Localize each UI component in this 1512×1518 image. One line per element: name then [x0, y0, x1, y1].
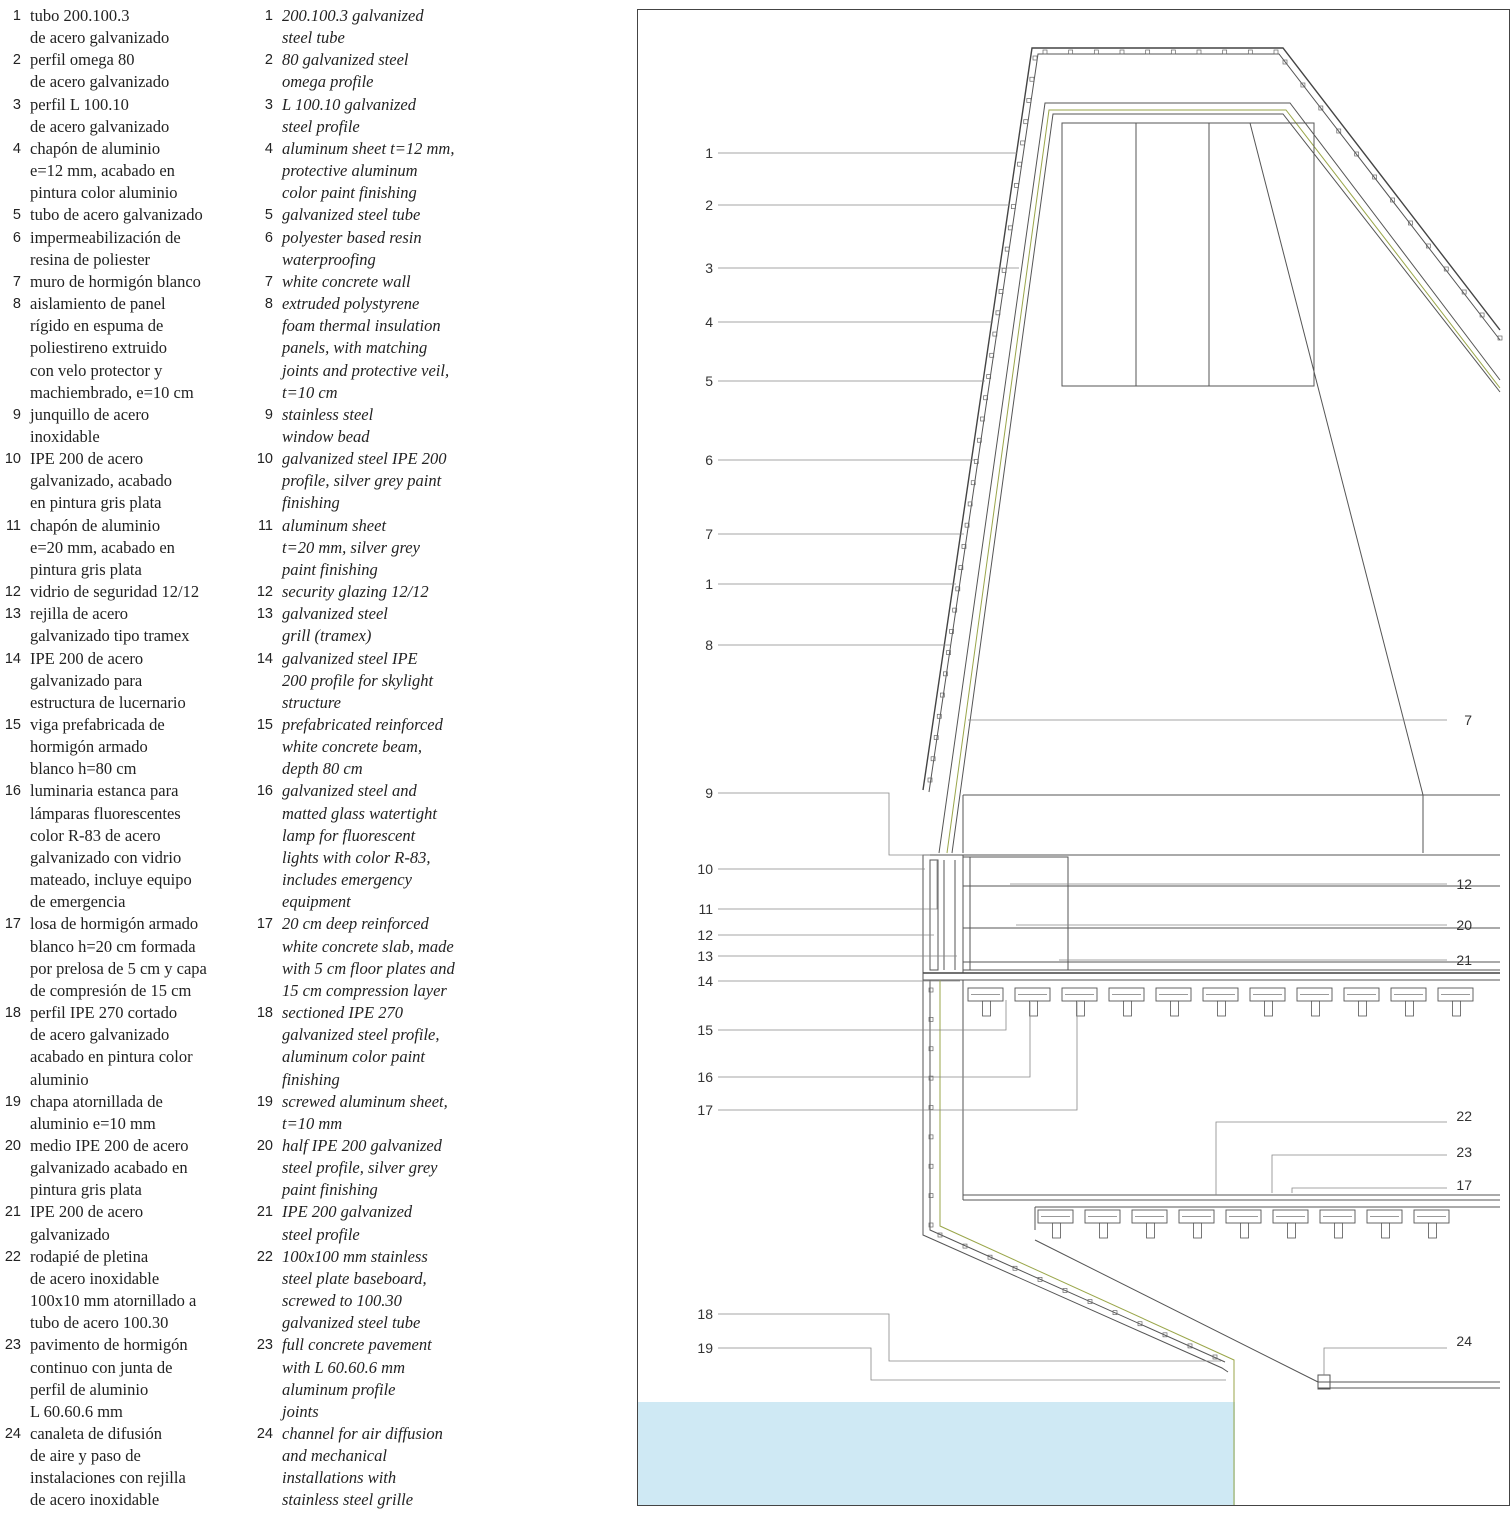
callout-number: 14 — [697, 973, 713, 989]
callout-number: 24 — [1456, 1333, 1472, 1349]
legend-number: 24 — [256, 1426, 273, 1442]
legend-text: tubo de acero galvanizado — [30, 205, 203, 225]
legend-text: screwed to 100.30 — [282, 1291, 402, 1311]
legend-text: steel profile — [282, 116, 360, 136]
water-area — [638, 1402, 1235, 1505]
legend-number: 10 — [256, 451, 273, 468]
legend-text: color paint finishing — [282, 183, 417, 203]
callout-number: 10 — [697, 861, 713, 877]
legend-text: security glazing 12/12 — [282, 582, 429, 602]
legend-text: galvanized steel tube — [282, 205, 421, 225]
legend-number: 6 — [12, 229, 21, 246]
beam-stem — [1077, 1001, 1085, 1016]
legend-text: grill (tramex) — [282, 626, 372, 646]
legend-text: 200 profile for skylight — [282, 670, 434, 690]
legend-text: t=10 cm — [282, 382, 338, 402]
legend-text: galvanized steel IPE — [282, 648, 418, 668]
fastener-mark — [1043, 50, 1047, 54]
callout-number: 23 — [1456, 1144, 1472, 1160]
legend-text: t=10 mm — [282, 1113, 343, 1133]
fastener-mark — [1024, 120, 1028, 124]
legend-text: galvanized steel IPE 200 — [282, 449, 447, 469]
prefabricated-beams-lower — [1038, 1210, 1449, 1238]
legend-text: profile, silver grey paint — [282, 471, 442, 491]
legend-text: rodapié de pletina — [30, 1246, 149, 1266]
legend-text: prefabricated reinforced — [282, 715, 443, 734]
legend-text: perfil L 100.10 — [30, 94, 129, 114]
callout-number: 11 — [698, 901, 713, 917]
legend-text: half IPE 200 galvanized — [282, 1135, 442, 1155]
callout-number: 8 — [705, 637, 713, 653]
callout-numbers-right — [1456, 712, 1472, 1349]
prefabricated-beams-upper — [968, 988, 1473, 1016]
legend-text: e=20 mm, acabado en — [30, 537, 175, 557]
callout-number: 20 — [1456, 917, 1472, 933]
legend-text: de acero galvanizado — [30, 1025, 170, 1045]
fastener-mark — [1030, 77, 1034, 81]
legend-number: 21 — [4, 1204, 21, 1221]
legend-text: instalaciones con rejilla — [30, 1468, 186, 1488]
legend-text: galvanizado acabado en — [30, 1158, 188, 1178]
callout-number: 17 — [1456, 1177, 1472, 1193]
legend-text: lamp for fluorescent — [282, 825, 416, 845]
callout-number: 22 — [1456, 1108, 1472, 1124]
legend-number: 15 — [4, 717, 21, 733]
legend-text: chapón de aluminio — [30, 515, 161, 535]
legend-text: e=12 mm, acabado en — [30, 161, 175, 181]
legend-text: rejilla de acero — [30, 604, 129, 624]
legend-number: 21 — [256, 1204, 273, 1221]
legend-text: steel plate baseboard, — [282, 1268, 427, 1288]
legend-text: stainless steel grille — [282, 1490, 414, 1510]
legend-text: steel profile — [282, 1224, 360, 1244]
legend-text: galvanizado — [30, 1224, 110, 1244]
fastener-mark — [1018, 162, 1022, 166]
legend-number: 16 — [4, 783, 21, 800]
legend-text: canaleta de difusión — [30, 1424, 162, 1443]
legend-text: omega profile — [282, 72, 374, 92]
legend-text: 200.100.3 galvanized — [282, 6, 424, 25]
fastener-mark — [1171, 50, 1175, 54]
legend-text: sectioned IPE 270 — [282, 1003, 403, 1023]
legend-text: structure — [282, 692, 341, 712]
legend-text: white concrete beam, — [282, 737, 423, 757]
legend-text: galvanizado tipo tramex — [30, 626, 190, 646]
callout-number: 6 — [705, 452, 713, 468]
legend-number: 14 — [256, 650, 273, 667]
legend-text: galvanizado para — [30, 670, 143, 690]
legend-text: full concrete pavement — [282, 1335, 432, 1355]
legend-text: chapón de aluminio — [30, 138, 161, 158]
legend-number: 2 — [264, 52, 273, 69]
legend-number: 17 — [256, 916, 273, 933]
legend-number: 13 — [256, 606, 273, 623]
legend-text: junquillo de acero — [30, 404, 150, 424]
legend-text: channel for air diffusion — [282, 1424, 443, 1443]
legend-text: de acero galvanizado — [30, 28, 170, 48]
legend-text: poliestireno extruido — [30, 338, 168, 358]
legend-text: pintura gris plata — [30, 1180, 142, 1200]
callout-numbers-left — [697, 145, 713, 1356]
callout-number: 19 — [697, 1340, 713, 1356]
legend-text: finishing — [282, 1069, 340, 1089]
legend-text: panels, with matching — [282, 338, 428, 358]
drawing-frame — [638, 10, 1510, 1506]
legend-text: galvanized steel — [282, 604, 388, 624]
legend-text: aluminum profile — [282, 1379, 396, 1399]
legend-text: steel profile, silver grey — [282, 1158, 438, 1178]
legend-text: en pintura gris plata — [30, 493, 162, 513]
callout-number: 17 — [697, 1102, 713, 1118]
callout-number: 2 — [705, 197, 713, 213]
legend-text: protective aluminum — [282, 161, 418, 181]
legend-text: de acero galvanizado — [30, 116, 170, 136]
legend-number: 20 — [256, 1137, 273, 1154]
legend-number: 1 — [264, 8, 273, 24]
legend-text: rígido en espuma de — [30, 316, 164, 336]
beam-stem — [1218, 1001, 1226, 1016]
legend-text: 80 galvanized steel — [282, 50, 409, 70]
legend-text: perfil de aluminio — [30, 1379, 149, 1399]
legend-number: 19 — [256, 1093, 273, 1110]
beam-stem — [1335, 1223, 1343, 1238]
legend-number: 18 — [4, 1005, 21, 1022]
fastener-mark — [1248, 50, 1252, 54]
legend-text: with 5 cm floor plates and — [282, 958, 455, 978]
beam-stem — [1241, 1223, 1249, 1238]
beam-stem — [1053, 1223, 1061, 1238]
legend-text: resina de poliester — [30, 249, 151, 269]
legend-text: de acero galvanizado — [30, 72, 170, 92]
legend-text: white concrete wall — [282, 271, 411, 291]
legend-text: machiembrado, e=10 cm — [30, 382, 194, 402]
legend-text: lámparas fluorescentes — [30, 803, 181, 823]
legend-number: 20 — [4, 1137, 21, 1154]
legend-text: joints — [282, 1401, 319, 1421]
legend-text: with L 60.60.6 mm — [282, 1357, 406, 1377]
legend-text: pintura color aluminio — [30, 183, 178, 203]
legend-text: hormigón armado — [30, 737, 148, 757]
legend-number: 4 — [12, 140, 21, 157]
callout-number: 7 — [705, 526, 713, 542]
legend-text: installations with — [282, 1468, 397, 1488]
legend-text: steel tube — [282, 28, 345, 48]
legend-text: aluminio — [30, 1069, 89, 1089]
legend-number: 3 — [12, 96, 21, 113]
beam-stem — [1429, 1223, 1437, 1238]
legend-text: matted glass watertight — [282, 803, 437, 823]
legend-number: 22 — [256, 1248, 273, 1265]
callout-number: 3 — [705, 260, 713, 276]
legend-text: viga prefabricada de — [30, 715, 165, 734]
legend-text: pavimento de hormigón — [30, 1335, 188, 1355]
legend-text: continuo con junta de — [30, 1357, 173, 1377]
legend-text: 15 cm compression layer — [282, 980, 447, 1000]
callout-number: 12 — [697, 927, 713, 943]
legend-number: 7 — [12, 273, 21, 290]
legend-number: 23 — [4, 1337, 21, 1354]
legend-number: 9 — [12, 406, 21, 423]
legend-text: joints and protective veil, — [282, 360, 450, 380]
legend-text: de emergencia — [30, 892, 126, 912]
legend-number: 16 — [256, 783, 273, 800]
fastener-mark — [1021, 141, 1025, 145]
legend-number: 8 — [264, 296, 273, 313]
beam-stem — [1359, 1001, 1367, 1016]
callout-number: 18 — [697, 1306, 713, 1322]
legend-text: IPE 200 de acero — [30, 449, 144, 469]
legend-text: paint finishing — [282, 559, 378, 579]
legend-text: IPE 200 de acero — [30, 648, 144, 668]
legend-text: t=20 mm, silver grey — [282, 537, 420, 557]
callout-number: 1 — [705, 576, 713, 592]
legend-number: 23 — [256, 1337, 273, 1354]
legend-text: medio IPE 200 de acero — [30, 1135, 189, 1155]
legend-number: 13 — [4, 606, 21, 623]
fastener-mark — [1120, 50, 1124, 54]
beam-stem — [1288, 1223, 1296, 1238]
callout-number: 1 — [705, 145, 713, 161]
legend-text: vidrio de seguridad 12/12 — [30, 582, 200, 602]
legend-number: 19 — [4, 1093, 21, 1110]
legend-text: and mechanical — [282, 1446, 387, 1466]
legend-number: 2 — [12, 52, 21, 69]
callout-number: 15 — [697, 1022, 713, 1038]
fastener-mark — [1094, 50, 1098, 54]
legend-text: foam thermal insulation — [282, 316, 441, 336]
legend-text: depth 80 cm — [282, 759, 363, 779]
legend-text: acabado en pintura color — [30, 1047, 193, 1067]
legend-number: 11 — [257, 517, 273, 534]
legend-text: blanco h=20 cm formada — [30, 936, 196, 956]
legend-number: 18 — [256, 1005, 273, 1022]
legend-text: impermeabilización de — [30, 227, 181, 247]
legend-text: pintura gris plata — [30, 559, 142, 579]
legend-number: 5 — [264, 207, 273, 224]
legend-text: mateado, incluye equipo — [30, 870, 192, 890]
beam-stem — [1406, 1001, 1414, 1016]
legend-text: chapa atornillada de — [30, 1091, 163, 1111]
legend-text: paint finishing — [282, 1180, 378, 1200]
beam-stem — [983, 1001, 991, 1016]
legend-text: includes emergency — [282, 870, 412, 890]
legend-text: aluminum sheet — [282, 515, 387, 535]
fastener-marks — [928, 50, 1502, 1359]
leader-lines — [718, 153, 1447, 1380]
legend-text: galvanized steel tube — [282, 1313, 421, 1333]
legend-number: 5 — [12, 207, 21, 224]
legend-number: 12 — [4, 584, 21, 601]
legend-number: 15 — [256, 717, 273, 733]
legend-text: blanco h=80 cm — [30, 759, 137, 779]
legend-text: aluminum sheet t=12 mm, — [282, 138, 455, 158]
legend-text: de acero inoxidable — [30, 1268, 160, 1288]
legend-text: perfil IPE 270 cortado — [30, 1003, 178, 1023]
legend-text: 100x100 mm stainless — [282, 1246, 428, 1266]
legend-text: luminaria estanca para — [30, 781, 179, 801]
beam-stem — [1171, 1001, 1179, 1016]
fastener-mark — [1069, 50, 1073, 54]
legend-text: de compresión de 15 cm — [30, 980, 192, 1000]
legend-number: 6 — [264, 229, 273, 246]
legend-text: color R-83 de acero — [30, 825, 161, 845]
legend-text: aislamiento de panel — [30, 294, 166, 314]
legend-text: L 60.60.6 mm — [30, 1401, 123, 1421]
legend-text: extruded polystyrene — [282, 294, 420, 314]
legend-text: tubo de acero 100.30 — [30, 1313, 169, 1333]
legend-text: IPE 200 de acero — [30, 1202, 144, 1222]
legend-text: inoxidable — [30, 426, 100, 446]
legend-text: screwed aluminum sheet, — [282, 1091, 448, 1111]
wall-section — [923, 48, 1500, 1505]
legend-text: estructura de lucernario — [30, 692, 186, 712]
legend-text: de acero inoxidable — [30, 1490, 160, 1510]
legend-number: 22 — [4, 1248, 21, 1265]
beam-stem — [1194, 1223, 1202, 1238]
legend-text: IPE 200 galvanized — [282, 1202, 413, 1222]
legend-text: aluminum color paint — [282, 1047, 425, 1067]
legend-text: galvanizado con vidrio — [30, 847, 182, 867]
legend-text: galvanizado, acabado — [30, 471, 173, 491]
legend-text: white concrete slab, made — [282, 936, 454, 956]
legend-text: galvanized steel profile, — [282, 1025, 440, 1045]
legend-number: 3 — [264, 96, 273, 113]
legend-text: aluminio e=10 mm — [30, 1113, 156, 1133]
beam-stem — [1265, 1001, 1273, 1016]
callout-number: 5 — [705, 373, 713, 389]
beam-stem — [1124, 1001, 1132, 1016]
legend-number: 24 — [4, 1426, 21, 1442]
legend-number: 4 — [264, 140, 273, 157]
legend-text: galvanized steel and — [282, 781, 417, 801]
beam-stem — [1100, 1223, 1108, 1238]
beam-stem — [1030, 1001, 1038, 1016]
legend-number: 9 — [264, 406, 273, 423]
beam-stem — [1453, 1001, 1461, 1016]
legend-number: 12 — [256, 584, 273, 601]
callout-number: 9 — [705, 785, 713, 801]
fastener-mark — [1146, 50, 1150, 54]
legend-text: 20 cm deep reinforced — [282, 914, 429, 934]
legend-text: lights with color R-83, — [282, 847, 431, 867]
fastener-mark — [1027, 98, 1031, 102]
legend-text: equipment — [282, 892, 351, 912]
callout-number: 21 — [1456, 952, 1472, 968]
legend-text: perfil omega 80 — [30, 50, 135, 70]
legend-text: L 100.10 galvanized — [282, 94, 416, 114]
fastener-mark — [1197, 50, 1201, 54]
legend-number: 10 — [4, 451, 21, 468]
legend-text: window bead — [282, 426, 370, 446]
fastener-mark — [1274, 50, 1278, 54]
legend-number: 17 — [4, 916, 21, 933]
callout-number: 16 — [697, 1069, 713, 1085]
legend-number: 7 — [264, 273, 273, 290]
legend-number: 11 — [5, 517, 21, 534]
callout-number: 13 — [697, 948, 713, 964]
callout-number: 7 — [1464, 712, 1472, 728]
callout-number: 4 — [705, 314, 713, 330]
fastener-mark — [1033, 56, 1037, 60]
legend-text: losa de hormigón armado — [30, 914, 199, 934]
legend-text: stainless steel — [282, 404, 374, 424]
legend-number: 1 — [12, 8, 21, 24]
legend-text: por prelosa de 5 cm y capa — [30, 958, 207, 978]
fastener-mark — [1223, 50, 1227, 54]
legend-text: de aire y paso de — [30, 1446, 141, 1466]
legend-text: 100x10 mm atornillado a — [30, 1291, 197, 1311]
legend-text: con velo protector y — [30, 360, 163, 380]
legend-number: 8 — [12, 296, 21, 313]
beam-stem — [1147, 1223, 1155, 1238]
beam-stem — [1312, 1001, 1320, 1016]
legend-text: finishing — [282, 493, 340, 513]
legend-text: waterproofing — [282, 249, 376, 269]
legend-number: 14 — [4, 650, 21, 667]
beam-stem — [1382, 1223, 1390, 1238]
legend-text: muro de hormigón blanco — [30, 271, 201, 291]
fastener-mark — [1014, 183, 1018, 187]
callout-number: 12 — [1456, 876, 1472, 892]
legend-text: tubo 200.100.3 — [30, 6, 130, 25]
legend-text: polyester based resin — [282, 227, 422, 247]
